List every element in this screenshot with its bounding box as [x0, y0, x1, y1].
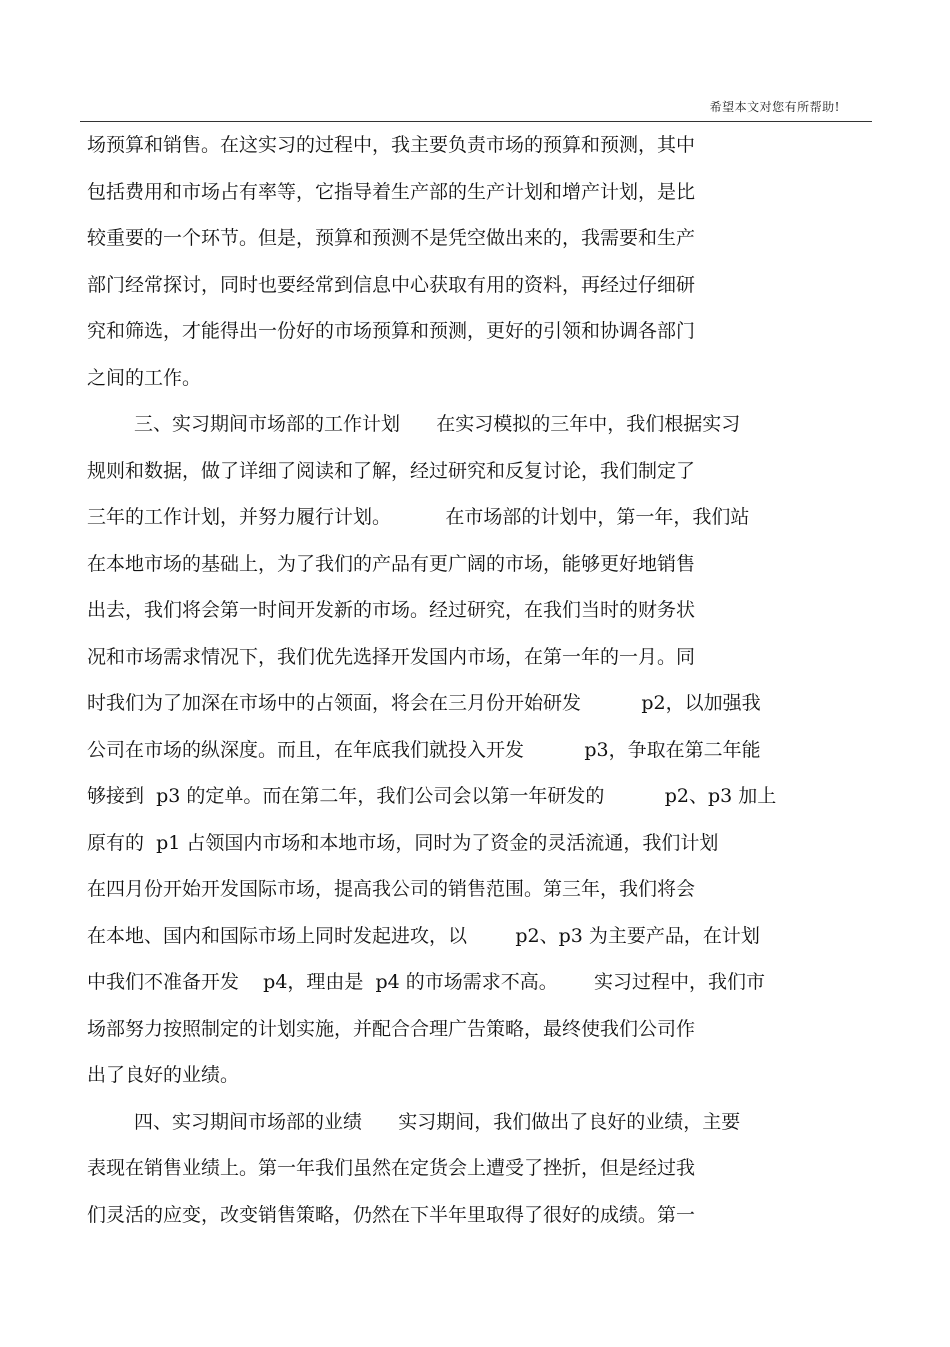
text-line: 包括费用和市场占有率等，它指导着生产部的生产计划和增产计划，是比 — [87, 180, 696, 203]
text-line: 在本地市场的基础上，为了我们的产品有更广阔的市场，能够更好地销售 — [87, 552, 696, 575]
page-header-text: 希望本文对您有所帮助! — [709, 100, 840, 114]
text-line: 出去，我们将会第一时间开发新的市场。经过研究，在我们当时的财务状 — [87, 599, 696, 621]
text-line: 中我们不准备开发 p4，理由是 p4 的市场需求不高。 实习过程中，我们市 — [87, 971, 766, 993]
text-line: 们灵活的应变，改变销售策略，仍然在下半年里取得了很好的成绩。第一 — [87, 1203, 696, 1226]
text-line: 之间的工作。 — [87, 366, 202, 389]
section-heading-line: 四、实习期间市场部的业绩 实习期间，我们做出了良好的业绩，主要 — [134, 1110, 741, 1133]
text-line: 究和筛选，才能得出一份好的市场预算和预测，更好的引领和协调各部门 — [87, 320, 696, 342]
text-line: 出了良好的业绩。 — [87, 1064, 240, 1086]
text-line: 况和市场需求情况下，我们优先选择开发国内市场，在第一年的一月。同 — [87, 645, 696, 668]
text-line: 部门经常探讨，同时也要经常到信息中心获取有用的资料，再经过仔细研 — [87, 273, 696, 296]
text-line: 原有的 p1 占领国内市场和本地市场，同时为了资金的灵活流通，我们计划 — [87, 831, 719, 854]
text-line: 场部努力按照制定的计划实施，并配合合理广告策略，最终使我们公司作 — [87, 1017, 696, 1040]
text-line: 够接到 p3 的定单。而在第二年，我们公司会以第一年研发的 p2、p3 加上 — [87, 785, 777, 807]
text-line: 较重要的一个环节。但是，预算和预测不是凭空做出来的，我需要和生产 — [87, 227, 696, 249]
text-line: 三年的工作计划，并努力履行计划。 在市场部的计划中，第一年，我们站 — [87, 506, 750, 528]
text-line: 在四月份开始开发国际市场，提高我公司的销售范围。第三年，我们将会 — [87, 878, 696, 900]
text-line: 公司在市场的纵深度。而且，在年底我们就投入开发 p3，争取在第二年能 — [87, 738, 761, 761]
text-line: 在本地、国内和国际市场上同时发起进攻，以 p2、p3 为主要产品，在计划 — [87, 924, 760, 947]
document-body — [87, 122, 887, 1238]
text-line: 场预算和销售。在这实习的过程中，我主要负责市场的预算和预测，其中 — [87, 134, 696, 156]
text-line: 表现在销售业绩上。第一年我们虽然在定货会上遭受了挫折，但是经过我 — [87, 1157, 696, 1179]
text-line: 规则和数据，做了详细了阅读和了解，经过研究和反复讨论，我们制定了 — [87, 459, 696, 482]
section-heading-line: 三、实习期间市场部的工作计划 在实习模拟的三年中，我们根据实习 — [134, 413, 741, 435]
text-line: 时我们为了加深在市场中的占领面，将会在三月份开始研发 p2，以加强我 — [87, 692, 761, 714]
